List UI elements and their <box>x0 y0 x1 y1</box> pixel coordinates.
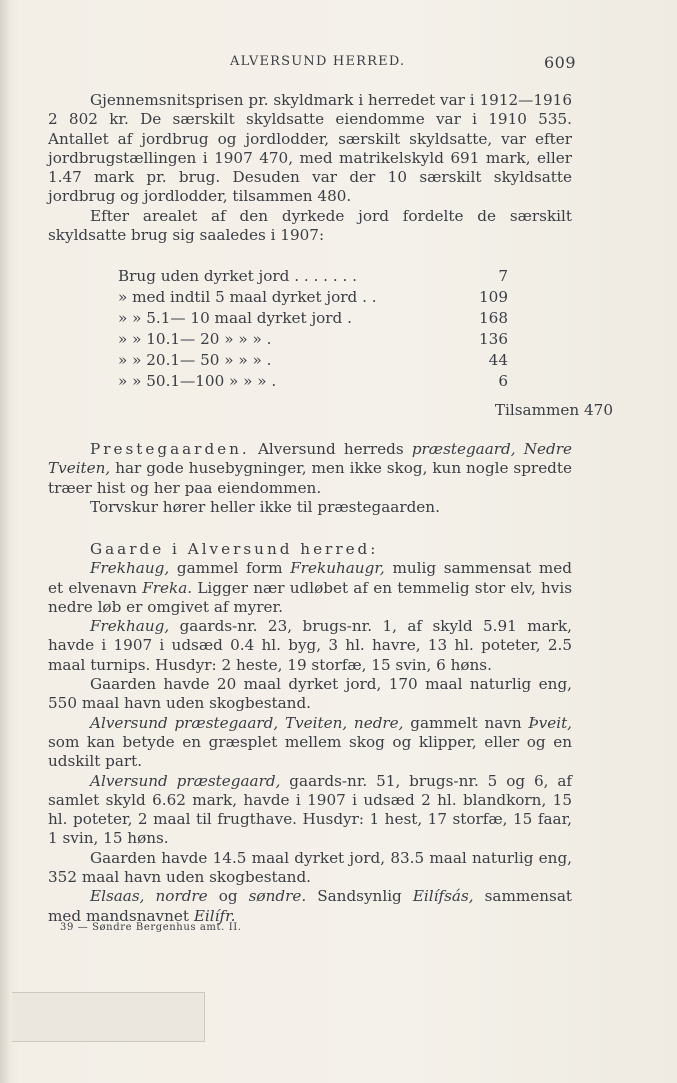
table-row <box>118 287 508 308</box>
prestegaard-paragraph <box>48 440 572 498</box>
torvskur-paragraph: Torvskur hører heller ikke til præstegaarden. <box>90 497 440 516</box>
prestegaard-text-2: har gode husebygninger, men ikke skog, kun nogle spredte træer hist og her paa eiendommen. <box>48 459 572 497</box>
river-name: Freka. <box>142 578 193 597</box>
man-name: Eilífr. <box>193 906 236 925</box>
table-row-label: » » 5.1— 10 maal dyrket jord . <box>118 309 352 327</box>
alversund-farm-paragraph: Alversund præstegaard, gaards-nr. 51, brugs-nr. 5 og 6, af samlet skyld 6.62 mark, havde i 1907 i udsæd 2 hl. blandkorn, 15 hl. poteter, 2 maal til frugthave. Husdyr: 1 hest, 17 storfæ, 15 faar, 1 svin, 15 høns. <box>48 771 572 848</box>
table-row-count: 6 <box>498 372 508 390</box>
frekhaug-name: Frekhaug, <box>90 559 170 578</box>
table-row-label: » » 20.1— 50 » » » . <box>118 351 272 369</box>
table-row-label: » » 10.1— 20 » » » . <box>118 330 272 348</box>
elsaas-old-form: Eilífsás, <box>412 887 474 906</box>
table-row-label: » med indtil 5 maal dyrket jord . . <box>118 288 377 306</box>
header-title: ALVERSUND HERRED. <box>230 54 406 69</box>
table-row <box>118 350 508 371</box>
prestegaard-heading: Prestegaarden. <box>90 440 250 458</box>
table-row <box>118 266 508 287</box>
alversund-old-form: Þveit, <box>528 713 573 732</box>
prestegaard-section <box>48 440 572 517</box>
table-row-count: 136 <box>479 330 508 348</box>
signature-footnote: 39 — Søndre Bergenhus amt. II. <box>60 922 242 933</box>
table-row <box>118 308 508 329</box>
frekhaug-land-paragraph: Gaarden havde 20 maal dyrket jord, 170 maal naturlig eng, 550 maal havn uden skogbestand. <box>48 675 572 713</box>
elsaas-paragraph: Elsaas, nordre og søndre. Sandsynlig Eilífsás, sammensat med mandsnavnet Eilífr. <box>48 887 572 925</box>
prestegaard-text-1: Alversund herreds <box>257 440 404 458</box>
frekhaug-old-form: Frekuhaugr, <box>290 559 385 578</box>
gaarde-section <box>48 540 572 926</box>
farm-size-table <box>118 266 508 392</box>
table-row <box>118 371 508 392</box>
alversund-land-paragraph: Gaarden havde 14.5 maal dyrket jord, 83.5 maal naturlig eng, 352 maal havn uden skogbestand. <box>48 848 572 887</box>
library-stamp-box <box>12 992 205 1042</box>
frekhaug-name-paragraph: Frekhaug, gammel form Frekuhaugr, mulig sammensat med et elvenavn Freka. Ligger nær udløbet af en temmelig stor elv, hvis nedre løb er omgivet af myrer. <box>48 559 573 616</box>
table-row-label: Brug uden dyrket jord . . . . . . . <box>118 267 357 285</box>
table-row-count: 168 <box>479 309 508 327</box>
alversund-name: Alversund præstegaard, Tveiten, nedre, <box>90 713 404 732</box>
table-row <box>118 329 508 350</box>
elsaas-name: Elsaas, nordre <box>90 887 208 906</box>
frekhaug-farm-paragraph: Frekhaug, gaards-nr. 23, brugs-nr. 1, af skyld 5.91 mark, havde i 1907 i udsæd 0.4 hl. byg, 3 hl. havre, 13 hl. poteter, 2.5 maal turnips. Husdyr: 2 heste, 19 storfæ, 15 svin, 6 høns. <box>48 617 572 674</box>
page-binding-edge <box>0 0 10 1083</box>
table-total: Tilsammen 470 <box>494 401 613 419</box>
table-row-count: 109 <box>479 288 508 306</box>
gaarde-heading: Gaarde i Alversund herred: <box>90 540 379 558</box>
table-row-label: » » 50.1—100 » » » . <box>118 372 277 390</box>
alversund-name-paragraph: Alversund præstegaard, Tveiten, nedre, gammelt navn Þveit, som kan betyde en græsplet mellem skog og klipper, eller og en udskilt part. <box>48 713 573 771</box>
table-row-count: 7 <box>498 267 508 285</box>
intro-paragraph-2: Efter arealet af den dyrkede jord fordelte de særskilt skyldsatte brug sig saaledes i 1907: <box>48 206 572 245</box>
table-row-count: 44 <box>488 351 508 369</box>
prestegaard-italic-name: præstegaard, Nedre Tveiten, <box>48 440 573 478</box>
intro-paragraph-1: Gjennemsnitsprisen pr. skyldmark i herredet var i 1912—1916 2 802 kr. De særskilt skyldsatte eiendomme var i 1910 535. Antallet af jordbrug og jordlodder, særskilt skyldsatte, var efter jordbrugstællingen i 1907 470, med matrikelskyld 691 mark, eller 1.47 mark pr. brug. Desuden var der 10 særskilt skyldsatte jordbrug og jordlodder, tilsammen 480. <box>48 91 572 206</box>
intro-section <box>48 91 572 245</box>
page-number: 609 <box>543 53 576 72</box>
